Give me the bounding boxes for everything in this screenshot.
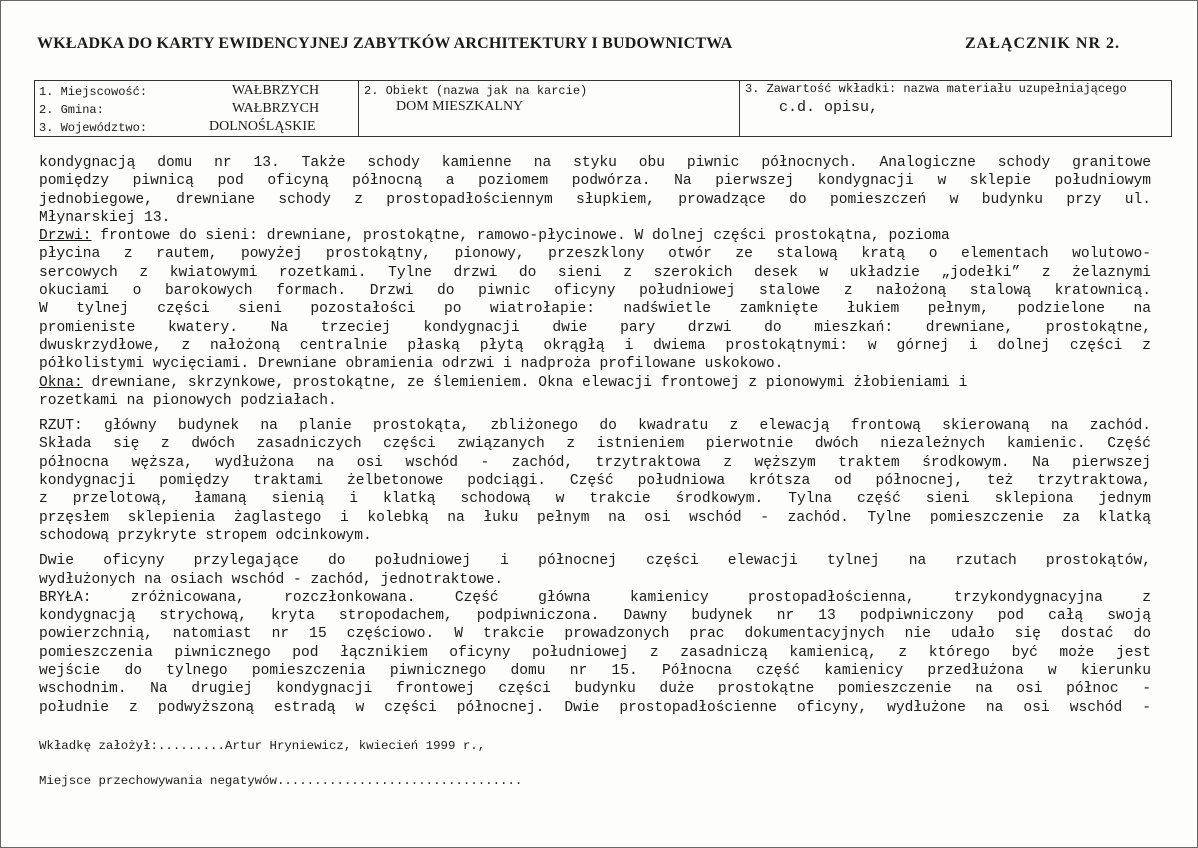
text-line: kondygnacją strychową, kryta stropodachem, podpiwniczona. Dawny budynek nr 13 podpiwniczony pod całą swoją: [39, 608, 1151, 625]
annex-number: ZAŁĄCZNIK NR 2.: [965, 35, 1121, 52]
location-cell: [35, 81, 359, 136]
text-line: półkolistymi wycięciami. Drewniane obramienia odrzwi i nadproża profilowane uskokowo.: [39, 356, 784, 373]
doors-section: [39, 227, 1151, 245]
object-cell: [358, 81, 740, 136]
text-line: W tylnej części sieni pozostałości po wiatrołapie: nadświetle zamknięte łukiem pełnym, podzielone na: [39, 301, 1151, 318]
text-line: jednobiegowe, drewniane schody z prostopadłościennym słupkiem, prowadzące do pomieszczeń w budynku przy ul.: [39, 191, 1151, 208]
voivodeship-value: DOLNOŚLĄSKIE: [209, 119, 316, 134]
text-line: powierzchnią, natomiast nr 15 częściowo. W trakcie prowadzonych prac dokumentacyjnych nie udało się dostać do: [39, 626, 1151, 643]
text-line: Dwie oficyny przylegające do południowej i północnej części elewacji tylnej na rzutach prostokątów,: [39, 553, 1151, 570]
windows-first-line: drewniane, skrzynkowe, prostokątne, ze ślemieniem. Okna elewacji frontowej z pionowymi żłobieniami i: [82, 374, 968, 391]
text-line: Składa się z dwóch zasadniczych części związanych z istnieniem pierwotnie dwóch niezależnych kamienic. Część: [39, 436, 1151, 453]
windows-section: [39, 374, 1151, 392]
text-line: wejście do tylnego pomieszczenia piwnicznego domu nr 15. Północna część kamienicy przedłużona w kierunku: [39, 663, 1151, 680]
text-line: wydłużonych na osiach wschód - zachód, jednotraktowe.: [39, 571, 504, 588]
doors-heading: Drzwi:: [39, 228, 92, 245]
object-label: 2. Obiekt (nazwa jak na karcie): [364, 84, 588, 98]
windows-heading: Okna:: [39, 374, 83, 391]
card-title: WKŁADKA DO KARTY EWIDENCYJNEJ ZABYTKÓW ARCHITEKTURY I BUDOWNICTWA: [37, 35, 733, 52]
content-cell: [739, 81, 1171, 136]
content-label: 3. Zawartość wkładki: nazwa materiału uzupełniającego: [745, 82, 1127, 96]
text-line: północna węższa, wydłużona na osi wschód - zachód, trzytraktowa z węższym traktem środkowym. Na pierwszej: [39, 454, 1151, 471]
text-line: sercowych z kwiatowymi rozetkami. Tylne drzwi do sieni z szerokich desek w układzie „jodełki” z żelaznymi: [39, 264, 1151, 281]
text-line: kondygnacji pomiędzy traktami żelbetonowe podciągi. Część południowa krótsza od północnej, też trzytraktowa,: [39, 473, 1151, 490]
text-line: rozetkami na pionowych podziałach.: [39, 392, 337, 409]
text-line: południe z podwyższoną estradą w części północnej. Dwie prostopadłościenne oficyny, wydłużone na osi wschód -: [39, 699, 1151, 716]
text-line: dwuskrzydłowe, z nałożoną centralnie płaską płytą okrągłą i dwiema prostokątnymi: w górnej i dolnej części z: [39, 337, 1151, 354]
voivodeship-label: 3. Województwo:: [39, 121, 148, 135]
content-value: c.d. opisu,: [779, 99, 879, 116]
text-line: z przelotową, łamaną sienią i klatką schodową w trakcie środkowym. Tylna część sieni sklepiona jednym: [39, 491, 1151, 508]
negatives-storage-line: Miejsce przechowywania negatywów.................................: [39, 774, 523, 788]
text-line: promieniste kwatery. Na trzeciej kondygnacji dwie pary drzwi do mieszkań: drewniane, prostokątne,: [39, 319, 1151, 336]
text-line: BRYŁA: zróżnicowana, rozczłonkowana. Część główna kamienicy prostopadłościenna, trzykondygnacyjna z: [39, 589, 1151, 606]
text-line: okuciami o barokowych formach. Drzwi do piwnic oficyny południowej stalowe z nałożoną stalową kratownicą.: [39, 283, 1151, 300]
text-line: pomiędzy piwnicą pod oficyną północną a poziomem podwórza. Na pierwszej kondygnacji w sklepie południowym: [39, 173, 1151, 190]
text-line: wschodnim. Na drugiej kondygnacji frontowej części budynku duże prostokątne pomieszczenie na osi północ -: [39, 681, 1151, 698]
text-line: płycina z rautem, powyżej prostokątny, pionowy, przeszklony otwór ze stalową kratą o elementach wolutowo-: [39, 246, 1151, 263]
text-line: Młynarskiej 13.: [39, 209, 171, 226]
info-table: [34, 80, 1172, 137]
doors-first-line: frontowe do sieni: drewniane, prostokątne, ramowo-płycinowe. W dolnej części prostokątna, pozioma: [91, 228, 950, 245]
description-text: [39, 154, 1151, 717]
text-line: schodową przykryte stropem odcinkowym.: [39, 527, 372, 544]
locality-label: 1. Miejscowość:: [39, 85, 148, 99]
text-line: RZUT: główny budynek na planie prostokąta, zbliżonego do kwadratu z elewacją frontową skierowaną na zachód.: [39, 418, 1151, 435]
text-line: pomieszczenia piwnicznego pod łącznikiem oficyny południowej z zasadniczą kamienicą, z którego być może jest: [39, 644, 1151, 661]
text-line: kondygnacją domu nr 13. Także schody kamienne na styku obu piwnic północnych. Analogiczne schody granitowe: [39, 155, 1151, 171]
commune-value: WAŁBRZYCH: [232, 101, 320, 116]
author-line: Wkładkę założył:.........Artur Hryniewicz, kwiecień 1999 r.,: [39, 739, 486, 753]
object-value: DOM MIESZKALNY: [396, 99, 524, 114]
locality-value: WAŁBRZYCH: [232, 83, 320, 98]
commune-label: 2. Gmina:: [39, 103, 104, 117]
text-line: przęsłem sklepienia żaglastego i kolebką na łuku pełnym na osi wschód - zachód. Tylne pomieszczenie za klatką: [39, 509, 1151, 526]
